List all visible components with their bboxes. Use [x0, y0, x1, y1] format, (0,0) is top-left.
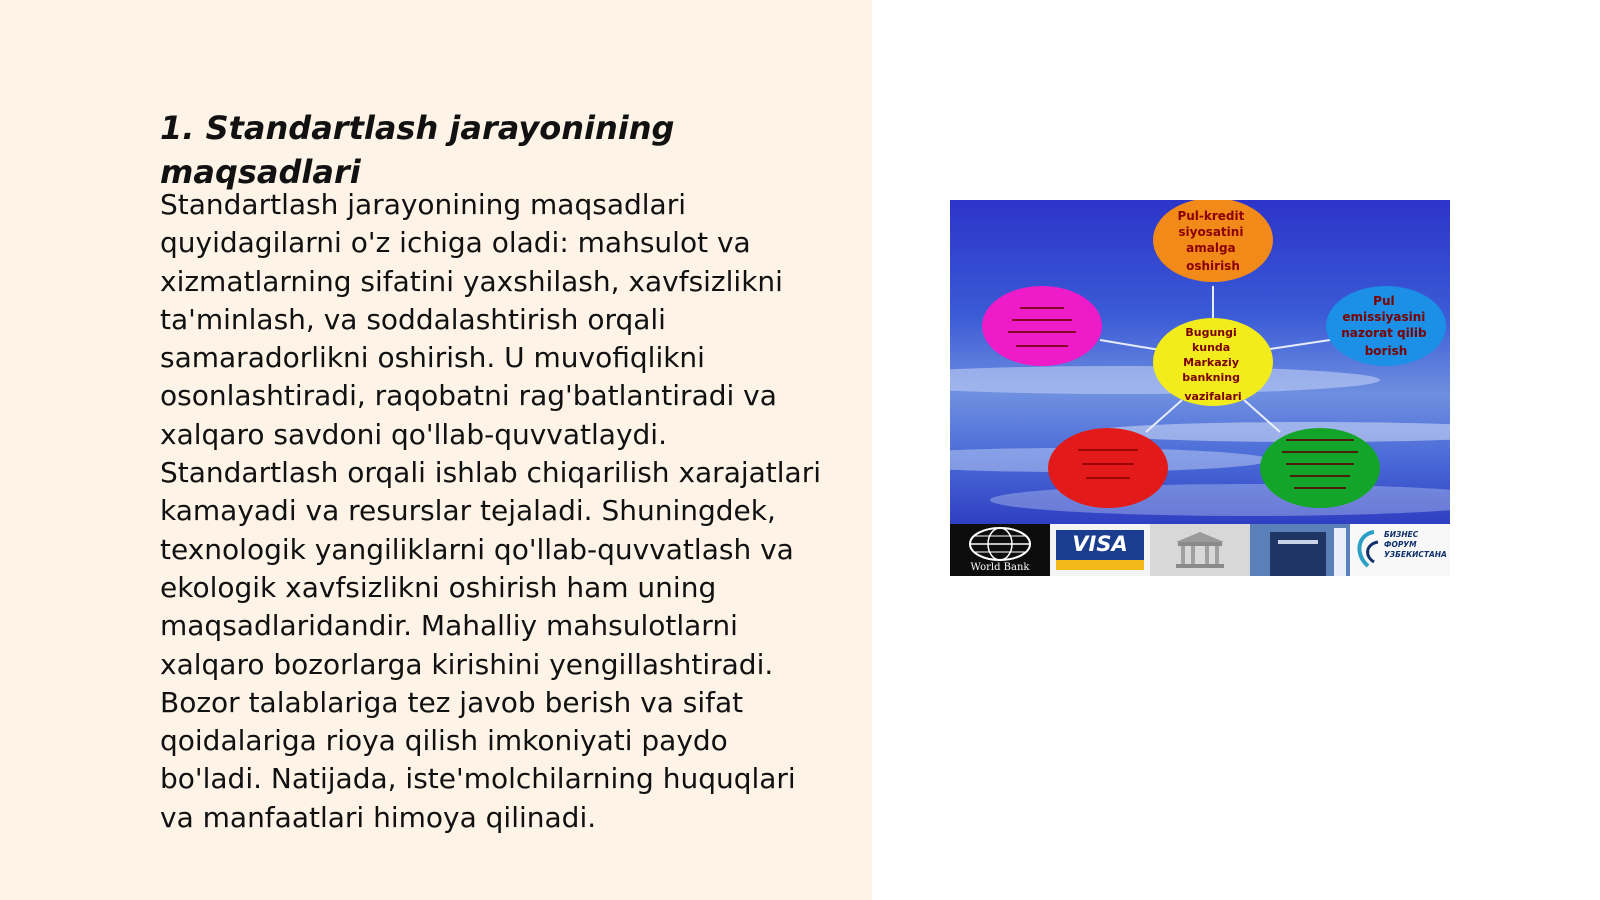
globe-icon — [950, 524, 1050, 564]
slide-title: 1. Standartlash jarayonining maqsadlari — [160, 109, 675, 191]
center-label: Bugungi kunda Markaziy bankning vazifalari — [1182, 326, 1242, 403]
visa-text: VISA — [1072, 532, 1128, 556]
central-bank-diagram-image — [950, 200, 1450, 576]
visa-band-gold — [1056, 560, 1144, 570]
world-bank-text: World Bank — [970, 562, 1030, 573]
logo-strip — [950, 524, 1450, 576]
business-forum-text: БИЗНЕС ФОРУМ УЗБЕКИСТАНА — [1384, 530, 1447, 559]
bank-building-icon — [1150, 524, 1250, 576]
office-building-logo — [1250, 524, 1350, 576]
node-label: Pul emissiyasini nazorat qilib borish — [1341, 294, 1427, 358]
office-building-icon — [1250, 524, 1350, 576]
visa-logo — [1050, 524, 1150, 576]
node-bottom-left-red — [1048, 428, 1168, 508]
diagram — [950, 200, 1450, 524]
node-left-magenta — [982, 286, 1102, 366]
forum-swirl-icon — [1350, 524, 1384, 576]
node-label: Pul-kredit siyosatini amalga oshirish — [1177, 209, 1245, 273]
bank-building-logo — [1150, 524, 1250, 576]
slide-body: Standartlash jarayonining maqsadlari quyidagilarni o'z ichiga oladi: mahsulot va xizmatlarning sifatini yaxshilash, xavfsizlikni ta'minlash, va soddalashtirish orqali samaradorlikni oshirish. U muvofiqlikni osonlashtiradi, raqobatni rag'batlantiradi va xalqaro savdoni qo'llab-quvvatlaydi. Standartlash orqali ishlab chiqarilish xarajatlari kamayadi va resurslar tejaladi. Shuningdek, texnologik yangiliklarni qo'llab-quvvatlash va ekologik xavfsizlikni oshirish ham uning maqsadlaridandir. Mahalliy mahsulotlarni xalqaro bozorlarga kirishini yengillashtiradi. Bozor talablariga tez javob berish va sifat qoidalariga rioya qilish imkoniyati paydo bo'ladi. Natijada, iste'molchilarning huquqlari va manfaatlari himoya qilinadi. — [160, 188, 821, 834]
world-bank-logo — [950, 524, 1050, 576]
business-forum-logo — [1350, 524, 1450, 576]
